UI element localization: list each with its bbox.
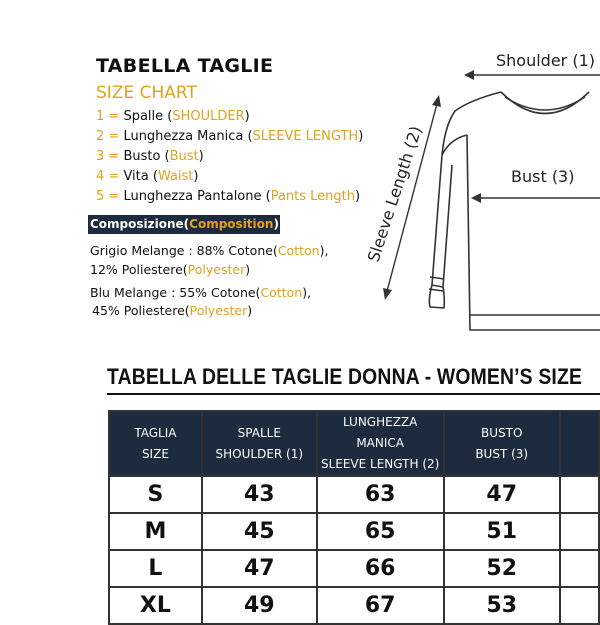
cell-bust: 53 bbox=[444, 587, 560, 624]
cell-bust: 52 bbox=[444, 550, 560, 587]
shoulder-measure-icon bbox=[464, 70, 600, 80]
cell-cut-off bbox=[560, 476, 599, 513]
cell-cut-off bbox=[560, 550, 599, 587]
composition-grey-line1: Grigio Melange : 88% Cotone(Cotton), bbox=[90, 243, 329, 258]
composition-grey-line2: 12% Poliestere(Polyester) bbox=[90, 262, 251, 277]
cell-sleeve: 63 bbox=[317, 476, 444, 513]
table-row bbox=[109, 513, 599, 550]
cell-size: XL bbox=[109, 587, 202, 624]
header-bust: BUSTO BUST (3) bbox=[444, 411, 560, 476]
cell-sleeve: 65 bbox=[317, 513, 444, 550]
table-header-row bbox=[109, 411, 599, 476]
header-cut-off bbox=[560, 411, 599, 476]
legend-item-pants: 5 = Lunghezza Pantalone (Pants Length) bbox=[96, 189, 361, 204]
cell-bust: 51 bbox=[444, 513, 560, 550]
legend-item-sleeve: 2 = Lunghezza Manica (SLEEVE LENGTH) bbox=[96, 129, 364, 144]
legend-item-waist: 4 = Vita (Waist) bbox=[96, 169, 199, 184]
legend-item-shoulder: 1 = Spalle (SHOULDER) bbox=[96, 109, 250, 124]
cell-shoulder: 45 bbox=[202, 513, 317, 550]
shirt-outline-icon bbox=[429, 92, 600, 330]
cell-size: L bbox=[109, 550, 202, 587]
cell-size: M bbox=[109, 513, 202, 550]
composition-blue-line1: Blu Melange : 55% Cotone(Cotton), bbox=[90, 285, 312, 300]
shoulder-label: Shoulder (1) bbox=[496, 51, 595, 70]
size-table-title: TABELLA DELLE TAGLIE DONNA - WOMEN’S SIZE bbox=[107, 364, 583, 389]
header-sleeve-length: LUNGHEZZA MANICA SLEEVE LENGTH (2) bbox=[317, 411, 444, 476]
cell-sleeve: 67 bbox=[317, 587, 444, 624]
table-row bbox=[109, 587, 599, 624]
header-shoulder: SPALLE SHOULDER (1) bbox=[202, 411, 317, 476]
cell-size: S bbox=[109, 476, 202, 513]
size-chart-title: TABELLA TAGLIE bbox=[96, 55, 274, 77]
cell-shoulder: 43 bbox=[202, 476, 317, 513]
cell-shoulder: 49 bbox=[202, 587, 317, 624]
cell-bust: 47 bbox=[444, 476, 560, 513]
bust-label: Bust (3) bbox=[511, 167, 575, 186]
table-row bbox=[109, 476, 599, 513]
legend-item-bust: 3 = Busto (Bust) bbox=[96, 149, 204, 164]
cell-sleeve: 66 bbox=[317, 550, 444, 587]
size-table bbox=[108, 410, 600, 625]
sleeve-length-label: Sleeve Length (2) bbox=[363, 123, 426, 265]
header-size: TAGLIA SIZE bbox=[109, 411, 202, 476]
cell-shoulder: 47 bbox=[202, 550, 317, 587]
size-chart-subtitle: SIZE CHART bbox=[96, 83, 197, 103]
composition-blue-line2: 45% Poliestere(Polyester) bbox=[92, 303, 253, 318]
bust-measure-icon bbox=[471, 193, 600, 203]
composition-heading: Composizione(Composition) : bbox=[88, 215, 280, 234]
table-row bbox=[109, 550, 599, 587]
title-divider bbox=[107, 393, 600, 395]
cell-cut-off bbox=[560, 587, 599, 624]
cell-cut-off bbox=[560, 513, 599, 550]
shirt-diagram bbox=[340, 45, 600, 345]
